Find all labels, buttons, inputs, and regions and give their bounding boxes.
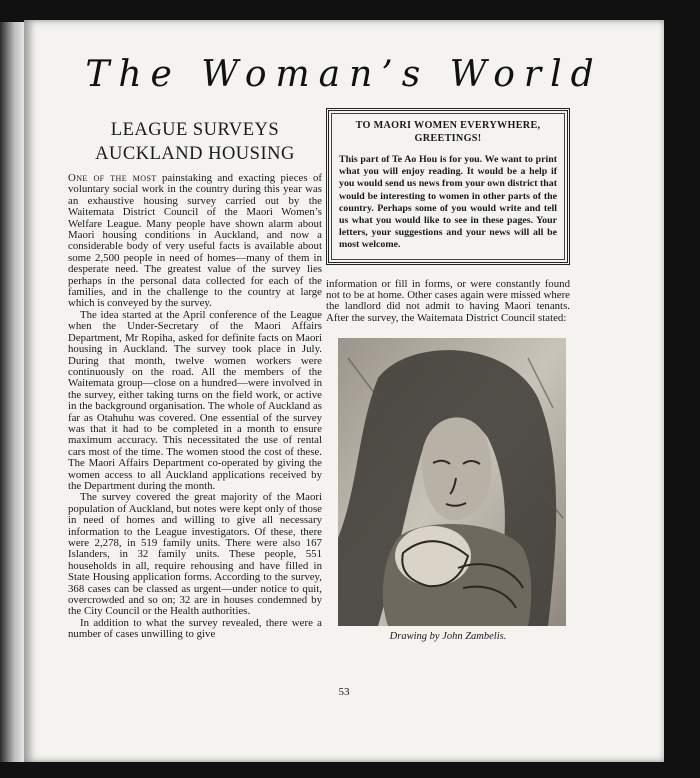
page-number: 53 [338, 686, 350, 698]
greeting-notice-box [326, 108, 570, 265]
article-paragraph-2: The idea started at the April conference of the League when the Under-Secretary of the Maori Affairs Department, Mr Ropiha, asked for definite facts on Maori housing in Auckland. The survey took place in July. During that month, twelve women workers were continuously on the road. All the members of the Waitemata group—close on a hundred—were involved in the survey, either taking turns on the field work, or active in the background organisation. The whole of Auckland as far as Otahuhu was covered. One essential of the survey was that it had to be completed in a month to ensure maximum accuracy. This necessitated the use of rental cars most of the time. The women stood the cost of these. The Maori Affairs Department co-operated by giving the women access to all Auckland applications received by the Department during the month. [68, 308, 322, 492]
notice-body: This part of Te Ao Hou is for you. We want to print what you will enjoy reading. It would be a help if you would send us news from your own district that would be interesting to women in other parts of the country. Perhaps some of you would write and tell us what you would like to see in these pages. Your letters, your suggestions and your news will all be most welcome. [339, 154, 557, 251]
drawing-illustration [338, 338, 566, 626]
article-headline [68, 118, 322, 166]
headline-line-1: LEAGUE SURVEYS [110, 120, 280, 140]
section-masthead: The Woman’s World [85, 54, 603, 95]
facing-page-edge [0, 22, 24, 762]
article-paragraph-4: In addition to what the survey revealed, there were a number of cases unwilling to give [68, 616, 322, 641]
headline-line-2: AUCKLAND HOUSING [95, 144, 295, 164]
drawing-infant-head [395, 526, 471, 586]
article-left-column [68, 118, 322, 641]
paragraph-1-text: painstaking and exacting pieces of voluntary social work in the country during this year was an exhaustive housing survey carried out by the Waitemata District Council of the Maori Women’s Welfare League. Many people have shown alarm about Maori housing conditions in Auckland, and now a considerable body of very useful facts is available about some 2,500 people in need of homes—many of them in desperate need. The greatest value of the survey lies perhaps in the personal data collected for each of the families, and in the challenge to the country at large which is conveyed by the survey. [68, 172, 322, 310]
magazine-page [24, 20, 664, 762]
article-right-column [326, 108, 570, 642]
notice-heading-line-1: TO MAORI WOMEN EVERYWHERE, [355, 120, 541, 131]
article-paragraph-3: The survey covered the great majority of the Maori population of Auckland, but notes were kept only of those in need of homes and willing to give all necessary information to the League investigators. Of these, there were 2,278, in 519 family units. There were also 167 Islanders, in 32 family units. These people, 551 households in all, require rehousing and have filled in State Housing application forms. According to the survey, 368 cases can be classed as urgent—under notice to quit, overcrowded and so on; 32 are in houses condemned by the City Council or the Health authorities. [68, 491, 322, 618]
mother-and-child-drawing [338, 338, 566, 626]
drawing-caption: Drawing by John Zambelis. [389, 631, 507, 643]
article-paragraph-1 [68, 173, 322, 310]
notice-heading [339, 119, 557, 145]
lead-in-words: One of the most [68, 172, 157, 184]
notice-heading-line-2: GREETINGS! [414, 133, 482, 144]
article-continuation: information or fill in forms, or were constantly found not to be at home. Other cases again were missed where the landlord did not admit to having Maori tenants. After the survey, the Waitemata District Council stated: [326, 277, 570, 324]
